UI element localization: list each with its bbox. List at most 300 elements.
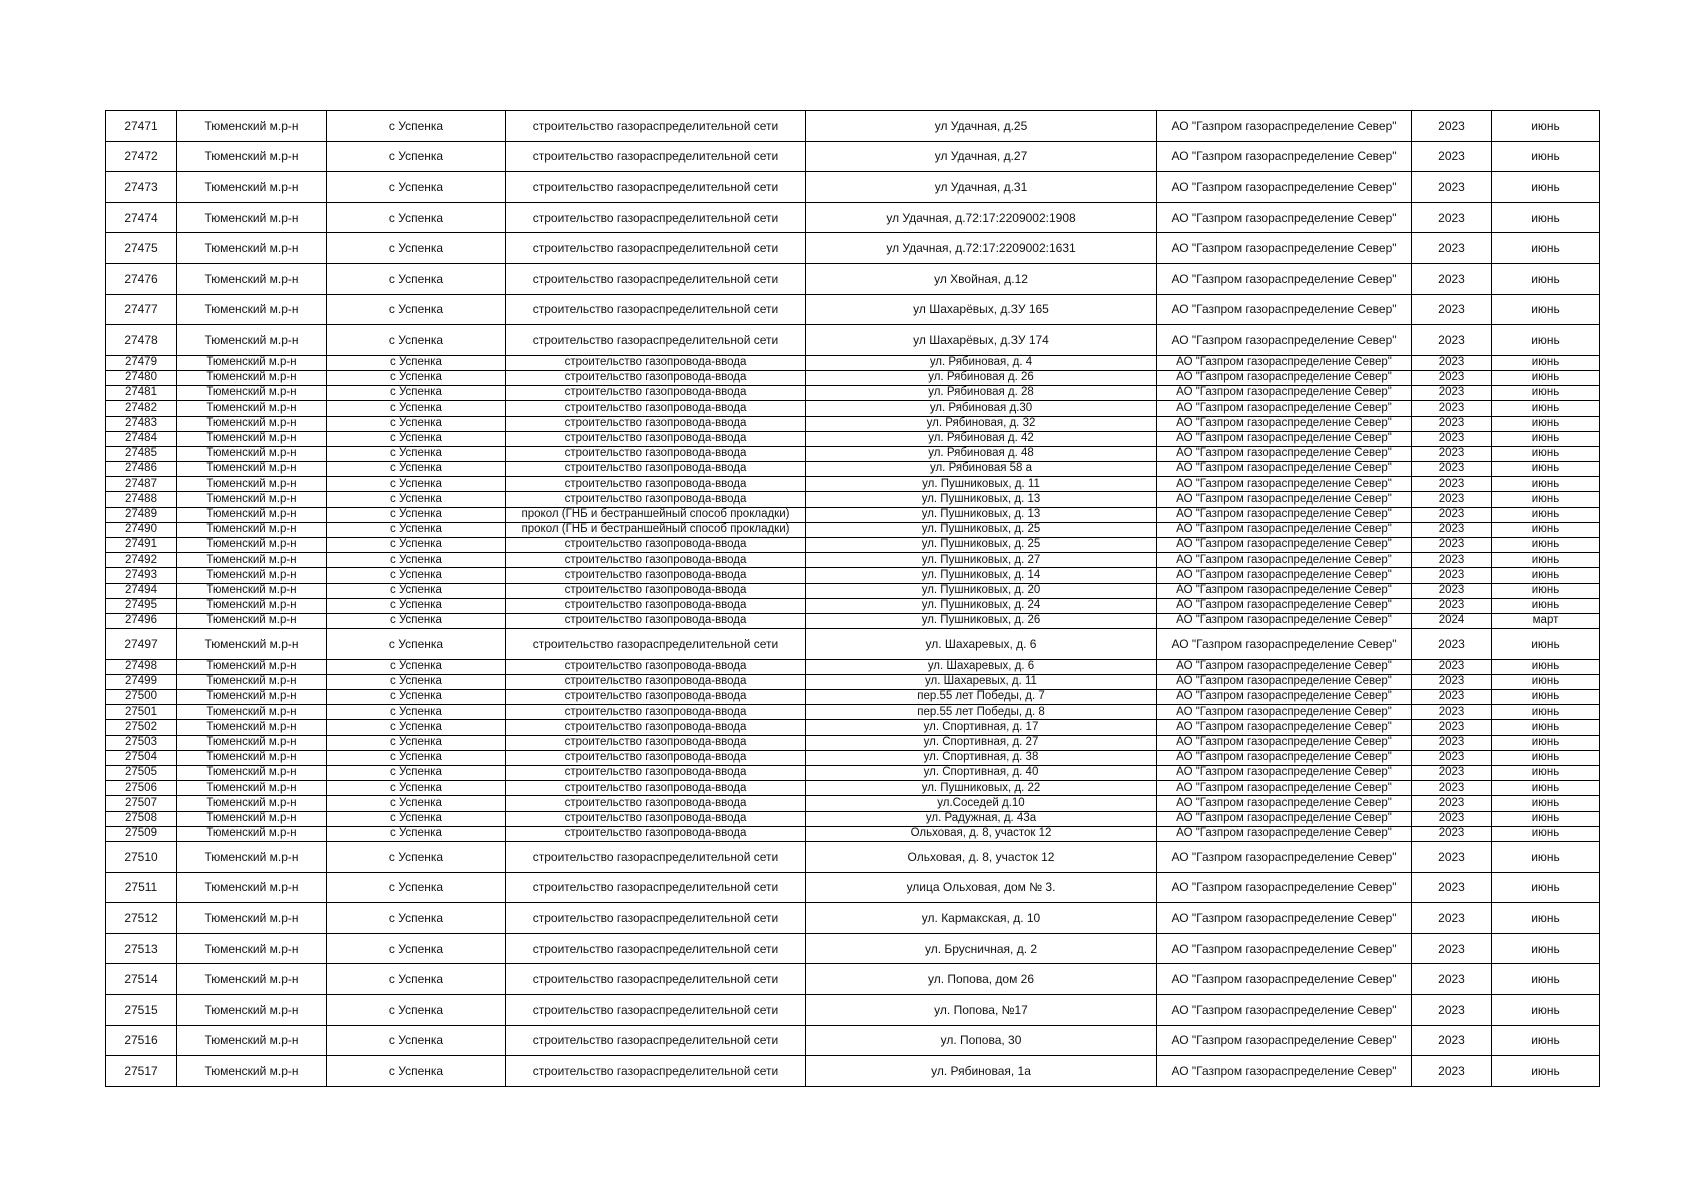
record-number-cell: 27482 [106, 401, 177, 416]
year-cell: 2023 [1412, 172, 1492, 203]
district-cell: Тюменский м.р-н [177, 355, 327, 370]
settlement-cell: с Успенка [327, 1056, 506, 1087]
organization-cell: АО "Газпром газораспределение Север" [1157, 416, 1412, 431]
year-cell: 2023 [1412, 766, 1492, 781]
organization-cell: АО "Газпром газораспределение Север" [1157, 431, 1412, 446]
year-cell: 2023 [1412, 735, 1492, 750]
month-cell: июнь [1492, 903, 1600, 934]
year-cell: 2023 [1412, 401, 1492, 416]
address-cell: ул. Пушниковых, д. 13 [806, 507, 1157, 522]
table-row [106, 492, 1600, 507]
record-number-cell: 27488 [106, 492, 177, 507]
settlement-cell: с Успенка [327, 568, 506, 583]
district-cell: Тюменский м.р-н [177, 568, 327, 583]
work-type-cell: строительство газораспределительной сети [506, 172, 806, 203]
address-cell: ул Шахарёвых, д.ЗУ 174 [806, 325, 1157, 356]
organization-cell: АО "Газпром газораспределение Север" [1157, 507, 1412, 522]
table-row [106, 705, 1600, 720]
district-cell: Тюменский м.р-н [177, 872, 327, 903]
address-cell: ул. Спортивная, д. 17 [806, 720, 1157, 735]
organization-cell: АО "Газпром газораспределение Север" [1157, 766, 1412, 781]
organization-cell: АО "Газпром газораспределение Север" [1157, 705, 1412, 720]
organization-cell: АО "Газпром газораспределение Север" [1157, 370, 1412, 385]
record-number-cell: 27517 [106, 1056, 177, 1087]
district-cell: Тюменский м.р-н [177, 598, 327, 613]
work-type-cell: строительство газопровода-ввода [506, 705, 806, 720]
district-cell: Тюменский м.р-н [177, 401, 327, 416]
organization-cell: АО "Газпром газораспределение Север" [1157, 1025, 1412, 1056]
organization-cell: АО "Газпром газораспределение Север" [1157, 538, 1412, 553]
district-cell: Тюменский м.р-н [177, 674, 327, 689]
organization-cell: АО "Газпром газораспределение Север" [1157, 613, 1412, 628]
work-type-cell: строительство газораспределительной сети [506, 903, 806, 934]
record-number-cell: 27505 [106, 766, 177, 781]
settlement-cell: с Успенка [327, 796, 506, 811]
record-number-cell: 27497 [106, 629, 177, 660]
district-cell: Тюменский м.р-н [177, 583, 327, 598]
record-number-cell: 27473 [106, 172, 177, 203]
settlement-cell: с Успенка [327, 690, 506, 705]
year-cell: 2023 [1412, 826, 1492, 841]
month-cell: июнь [1492, 462, 1600, 477]
table-row [106, 202, 1600, 233]
organization-cell: АО "Газпром газораспределение Север" [1157, 903, 1412, 934]
organization-cell: АО "Газпром газораспределение Север" [1157, 841, 1412, 872]
settlement-cell: с Успенка [327, 416, 506, 431]
table-row [106, 598, 1600, 613]
month-cell: июнь [1492, 1025, 1600, 1056]
district-cell: Тюменский м.р-н [177, 141, 327, 172]
table-row [106, 522, 1600, 537]
year-cell: 2023 [1412, 674, 1492, 689]
table-row [106, 796, 1600, 811]
district-cell: Тюменский м.р-н [177, 233, 327, 264]
year-cell: 2023 [1412, 933, 1492, 964]
work-type-cell: прокол (ГНБ и бестраншейный способ прокладки) [506, 507, 806, 522]
record-number-cell: 27501 [106, 705, 177, 720]
address-cell: ул. Попова, 30 [806, 1025, 1157, 1056]
table-row [106, 355, 1600, 370]
work-type-cell: строительство газораспределительной сети [506, 841, 806, 872]
settlement-cell: с Успенка [327, 613, 506, 628]
table-row [106, 826, 1600, 841]
record-number-cell: 27491 [106, 538, 177, 553]
settlement-cell: с Успенка [327, 386, 506, 401]
settlement-cell: с Успенка [327, 1025, 506, 1056]
district-cell: Тюменский м.р-н [177, 705, 327, 720]
work-type-cell: строительство газораспределительной сети [506, 1056, 806, 1087]
organization-cell: АО "Газпром газораспределение Север" [1157, 294, 1412, 325]
record-number-cell: 27509 [106, 826, 177, 841]
work-type-cell: строительство газопровода-ввода [506, 811, 806, 826]
address-cell: пер.55 лет Победы, д. 8 [806, 705, 1157, 720]
district-cell: Тюменский м.р-н [177, 735, 327, 750]
address-cell: ул. Спортивная, д. 40 [806, 766, 1157, 781]
address-cell: ул Удачная, д.27 [806, 141, 1157, 172]
month-cell: июнь [1492, 781, 1600, 796]
work-type-cell: строительство газопровода-ввода [506, 750, 806, 765]
table-row [106, 583, 1600, 598]
record-number-cell: 27511 [106, 872, 177, 903]
month-cell: июнь [1492, 690, 1600, 705]
table-row [106, 568, 1600, 583]
settlement-cell: с Успенка [327, 766, 506, 781]
month-cell: июнь [1492, 598, 1600, 613]
month-cell: июнь [1492, 872, 1600, 903]
table-row [106, 431, 1600, 446]
table-row [106, 477, 1600, 492]
month-cell: июнь [1492, 826, 1600, 841]
district-cell: Тюменский м.р-н [177, 416, 327, 431]
work-type-cell: строительство газопровода-ввода [506, 386, 806, 401]
work-type-cell: строительство газораспределительной сети [506, 994, 806, 1025]
work-type-cell: строительство газопровода-ввода [506, 674, 806, 689]
settlement-cell: с Успенка [327, 446, 506, 461]
table-row [106, 446, 1600, 461]
district-cell: Тюменский м.р-н [177, 811, 327, 826]
settlement-cell: с Успенка [327, 477, 506, 492]
year-cell: 2023 [1412, 263, 1492, 294]
district-cell: Тюменский м.р-н [177, 826, 327, 841]
work-type-cell: строительство газораспределительной сети [506, 141, 806, 172]
month-cell: июнь [1492, 994, 1600, 1025]
record-number-cell: 27481 [106, 386, 177, 401]
year-cell: 2023 [1412, 583, 1492, 598]
organization-cell: АО "Газпром газораспределение Север" [1157, 826, 1412, 841]
record-number-cell: 27495 [106, 598, 177, 613]
record-number-cell: 27502 [106, 720, 177, 735]
month-cell: июнь [1492, 325, 1600, 356]
organization-cell: АО "Газпром газораспределение Север" [1157, 325, 1412, 356]
record-number-cell: 27494 [106, 583, 177, 598]
month-cell: июнь [1492, 401, 1600, 416]
address-cell: ул. Рябиновая д. 28 [806, 386, 1157, 401]
organization-cell: АО "Газпром газораспределение Север" [1157, 568, 1412, 583]
address-cell: ул Удачная, д.72:17:2209002:1631 [806, 233, 1157, 264]
organization-cell: АО "Газпром газораспределение Север" [1157, 477, 1412, 492]
month-cell: июнь [1492, 1056, 1600, 1087]
table-row [106, 401, 1600, 416]
table-row [106, 386, 1600, 401]
year-cell: 2023 [1412, 431, 1492, 446]
year-cell: 2023 [1412, 477, 1492, 492]
organization-cell: АО "Газпром газораспределение Север" [1157, 629, 1412, 660]
work-type-cell: строительство газопровода-ввода [506, 553, 806, 568]
address-cell: ул. Рябиновая д.30 [806, 401, 1157, 416]
work-type-cell: строительство газораспределительной сети [506, 325, 806, 356]
year-cell: 2023 [1412, 522, 1492, 537]
district-cell: Тюменский м.р-н [177, 964, 327, 995]
year-cell: 2023 [1412, 629, 1492, 660]
work-type-cell: прокол (ГНБ и бестраншейный способ прокладки) [506, 522, 806, 537]
settlement-cell: с Успенка [327, 735, 506, 750]
address-cell: ул. Рябиновая, д. 32 [806, 416, 1157, 431]
address-cell: ул. Рябиновая д. 48 [806, 446, 1157, 461]
work-type-cell: строительство газораспределительной сети [506, 629, 806, 660]
month-cell: июнь [1492, 766, 1600, 781]
organization-cell: АО "Газпром газораспределение Север" [1157, 796, 1412, 811]
year-cell: 2023 [1412, 141, 1492, 172]
address-cell: ул. Рябиновая, 1а [806, 1056, 1157, 1087]
district-cell: Тюменский м.р-н [177, 477, 327, 492]
organization-cell: АО "Газпром газораспределение Север" [1157, 355, 1412, 370]
address-cell: ул Удачная, д.25 [806, 111, 1157, 142]
organization-cell: АО "Газпром газораспределение Север" [1157, 141, 1412, 172]
month-cell: июнь [1492, 583, 1600, 598]
address-cell: Ольховая, д. 8, участок 12 [806, 826, 1157, 841]
month-cell: июнь [1492, 431, 1600, 446]
settlement-cell: с Успенка [327, 202, 506, 233]
year-cell: 2023 [1412, 796, 1492, 811]
settlement-cell: с Успенка [327, 903, 506, 934]
address-cell: ул. Кармакская, д. 10 [806, 903, 1157, 934]
address-cell: ул. Брусничная, д. 2 [806, 933, 1157, 964]
year-cell: 2023 [1412, 462, 1492, 477]
year-cell: 2023 [1412, 598, 1492, 613]
settlement-cell: с Успенка [327, 872, 506, 903]
settlement-cell: с Успенка [327, 826, 506, 841]
work-type-cell: строительство газораспределительной сети [506, 202, 806, 233]
work-type-cell: строительство газопровода-ввода [506, 355, 806, 370]
work-type-cell: строительство газопровода-ввода [506, 401, 806, 416]
organization-cell: АО "Газпром газораспределение Север" [1157, 492, 1412, 507]
district-cell: Тюменский м.р-н [177, 538, 327, 553]
settlement-cell: с Успенка [327, 355, 506, 370]
district-cell: Тюменский м.р-н [177, 903, 327, 934]
organization-cell: АО "Газпром газораспределение Север" [1157, 735, 1412, 750]
settlement-cell: с Успенка [327, 294, 506, 325]
settlement-cell: с Успенка [327, 659, 506, 674]
record-number-cell: 27493 [106, 568, 177, 583]
record-number-cell: 27472 [106, 141, 177, 172]
table-row [106, 994, 1600, 1025]
month-cell: июнь [1492, 629, 1600, 660]
address-cell: ул. Попова, №17 [806, 994, 1157, 1025]
month-cell: июнь [1492, 386, 1600, 401]
year-cell: 2023 [1412, 294, 1492, 325]
month-cell: июнь [1492, 507, 1600, 522]
settlement-cell: с Успенка [327, 583, 506, 598]
table-row [106, 325, 1600, 356]
settlement-cell: с Успенка [327, 522, 506, 537]
district-cell: Тюменский м.р-н [177, 294, 327, 325]
month-cell: июнь [1492, 111, 1600, 142]
district-cell: Тюменский м.р-н [177, 507, 327, 522]
year-cell: 2023 [1412, 994, 1492, 1025]
work-type-cell: строительство газопровода-ввода [506, 735, 806, 750]
organization-cell: АО "Газпром газораспределение Север" [1157, 583, 1412, 598]
organization-cell: АО "Газпром газораспределение Север" [1157, 553, 1412, 568]
address-cell: ул. Шахаревых, д. 6 [806, 629, 1157, 660]
table-row [106, 416, 1600, 431]
month-cell: июнь [1492, 538, 1600, 553]
record-number-cell: 27516 [106, 1025, 177, 1056]
year-cell: 2023 [1412, 659, 1492, 674]
record-number-cell: 27471 [106, 111, 177, 142]
organization-cell: АО "Газпром газораспределение Север" [1157, 386, 1412, 401]
table-row [106, 750, 1600, 765]
organization-cell: АО "Газпром газораспределение Север" [1157, 462, 1412, 477]
month-cell: июнь [1492, 141, 1600, 172]
settlement-cell: с Успенка [327, 781, 506, 796]
work-type-cell: строительство газопровода-ввода [506, 781, 806, 796]
table-row [106, 903, 1600, 934]
month-cell: июнь [1492, 705, 1600, 720]
address-cell: ул.Соседей д.10 [806, 796, 1157, 811]
month-cell: июнь [1492, 370, 1600, 385]
district-cell: Тюменский м.р-н [177, 553, 327, 568]
settlement-cell: с Успенка [327, 629, 506, 660]
year-cell: 2023 [1412, 841, 1492, 872]
record-number-cell: 27499 [106, 674, 177, 689]
record-number-cell: 27480 [106, 370, 177, 385]
address-cell: пер.55 лет Победы, д. 7 [806, 690, 1157, 705]
settlement-cell: с Успенка [327, 994, 506, 1025]
record-number-cell: 27478 [106, 325, 177, 356]
district-cell: Тюменский м.р-н [177, 994, 327, 1025]
district-cell: Тюменский м.р-н [177, 766, 327, 781]
district-cell: Тюменский м.р-н [177, 325, 327, 356]
month-cell: июнь [1492, 796, 1600, 811]
table-row [106, 690, 1600, 705]
table-row [106, 629, 1600, 660]
district-cell: Тюменский м.р-н [177, 111, 327, 142]
table-row [106, 933, 1600, 964]
district-cell: Тюменский м.р-н [177, 263, 327, 294]
settlement-cell: с Успенка [327, 811, 506, 826]
organization-cell: АО "Газпром газораспределение Север" [1157, 598, 1412, 613]
district-cell: Тюменский м.р-н [177, 841, 327, 872]
table-row [106, 872, 1600, 903]
district-cell: Тюменский м.р-н [177, 781, 327, 796]
year-cell: 2023 [1412, 538, 1492, 553]
work-type-cell: строительство газораспределительной сети [506, 111, 806, 142]
organization-cell: АО "Газпром газораспределение Север" [1157, 522, 1412, 537]
settlement-cell: с Успенка [327, 325, 506, 356]
settlement-cell: с Успенка [327, 705, 506, 720]
month-cell: июнь [1492, 750, 1600, 765]
record-number-cell: 27486 [106, 462, 177, 477]
work-type-cell: строительство газопровода-ввода [506, 720, 806, 735]
year-cell: 2023 [1412, 903, 1492, 934]
table-row [106, 781, 1600, 796]
address-cell: ул. Шахаревых, д. 11 [806, 674, 1157, 689]
district-cell: Тюменский м.р-н [177, 750, 327, 765]
year-cell: 2023 [1412, 492, 1492, 507]
address-cell: ул. Пушниковых, д. 24 [806, 598, 1157, 613]
record-number-cell: 27504 [106, 750, 177, 765]
table-row [106, 964, 1600, 995]
organization-cell: АО "Газпром газораспределение Север" [1157, 111, 1412, 142]
district-cell: Тюменский м.р-н [177, 690, 327, 705]
work-type-cell: строительство газораспределительной сети [506, 964, 806, 995]
settlement-cell: с Успенка [327, 492, 506, 507]
district-cell: Тюменский м.р-н [177, 720, 327, 735]
month-cell: март [1492, 613, 1600, 628]
record-number-cell: 27484 [106, 431, 177, 446]
work-type-cell: строительство газораспределительной сети [506, 933, 806, 964]
year-cell: 2023 [1412, 355, 1492, 370]
district-cell: Тюменский м.р-н [177, 431, 327, 446]
table-row [106, 141, 1600, 172]
month-cell: июнь [1492, 492, 1600, 507]
organization-cell: АО "Газпром газораспределение Север" [1157, 674, 1412, 689]
month-cell: июнь [1492, 202, 1600, 233]
settlement-cell: с Успенка [327, 401, 506, 416]
record-number-cell: 27489 [106, 507, 177, 522]
record-number-cell: 27506 [106, 781, 177, 796]
table-row [106, 263, 1600, 294]
district-cell: Тюменский м.р-н [177, 629, 327, 660]
work-type-cell: строительство газопровода-ввода [506, 568, 806, 583]
year-cell: 2023 [1412, 705, 1492, 720]
work-type-cell: строительство газопровода-ввода [506, 598, 806, 613]
year-cell: 2023 [1412, 202, 1492, 233]
month-cell: июнь [1492, 172, 1600, 203]
work-type-cell: строительство газопровода-ввода [506, 446, 806, 461]
year-cell: 2023 [1412, 964, 1492, 995]
table-row [106, 659, 1600, 674]
record-number-cell: 27514 [106, 964, 177, 995]
address-cell: ул. Шахаревых, д. 6 [806, 659, 1157, 674]
district-cell: Тюменский м.р-н [177, 1056, 327, 1087]
work-type-cell: строительство газопровода-ввода [506, 659, 806, 674]
organization-cell: АО "Газпром газораспределение Север" [1157, 933, 1412, 964]
year-cell: 2023 [1412, 386, 1492, 401]
settlement-cell: с Успенка [327, 674, 506, 689]
month-cell: июнь [1492, 553, 1600, 568]
table-body [106, 111, 1600, 1087]
address-cell: ул Шахарёвых, д.ЗУ 165 [806, 294, 1157, 325]
address-cell: ул. Радужная, д. 43а [806, 811, 1157, 826]
address-cell: ул Хвойная, д.12 [806, 263, 1157, 294]
organization-cell: АО "Газпром газораспределение Север" [1157, 263, 1412, 294]
record-number-cell: 27513 [106, 933, 177, 964]
address-cell: ул. Спортивная, д. 38 [806, 750, 1157, 765]
settlement-cell: с Успенка [327, 233, 506, 264]
work-type-cell: строительство газопровода-ввода [506, 826, 806, 841]
month-cell: июнь [1492, 659, 1600, 674]
table-row [106, 553, 1600, 568]
record-number-cell: 27498 [106, 659, 177, 674]
work-type-cell: строительство газопровода-ввода [506, 462, 806, 477]
address-cell: ул. Пушниковых, д. 26 [806, 613, 1157, 628]
district-cell: Тюменский м.р-н [177, 1025, 327, 1056]
address-cell: ул. Рябиновая д. 26 [806, 370, 1157, 385]
address-cell: улица Ольховая, дом № 3. [806, 872, 1157, 903]
month-cell: июнь [1492, 355, 1600, 370]
year-cell: 2023 [1412, 750, 1492, 765]
settlement-cell: с Успенка [327, 141, 506, 172]
year-cell: 2023 [1412, 553, 1492, 568]
month-cell: июнь [1492, 416, 1600, 431]
table-row [106, 720, 1600, 735]
month-cell: июнь [1492, 841, 1600, 872]
table-row [106, 1056, 1600, 1087]
settlement-cell: с Успенка [327, 111, 506, 142]
record-number-cell: 27507 [106, 796, 177, 811]
address-cell: Ольховая, д. 8, участок 12 [806, 841, 1157, 872]
organization-cell: АО "Газпром газораспределение Север" [1157, 781, 1412, 796]
address-cell: ул Удачная, д.31 [806, 172, 1157, 203]
year-cell: 2023 [1412, 325, 1492, 356]
address-cell: ул. Пушниковых, д. 27 [806, 553, 1157, 568]
organization-cell: АО "Газпром газораспределение Север" [1157, 690, 1412, 705]
record-number-cell: 27500 [106, 690, 177, 705]
settlement-cell: с Успенка [327, 841, 506, 872]
year-cell: 2023 [1412, 811, 1492, 826]
year-cell: 2024 [1412, 613, 1492, 628]
